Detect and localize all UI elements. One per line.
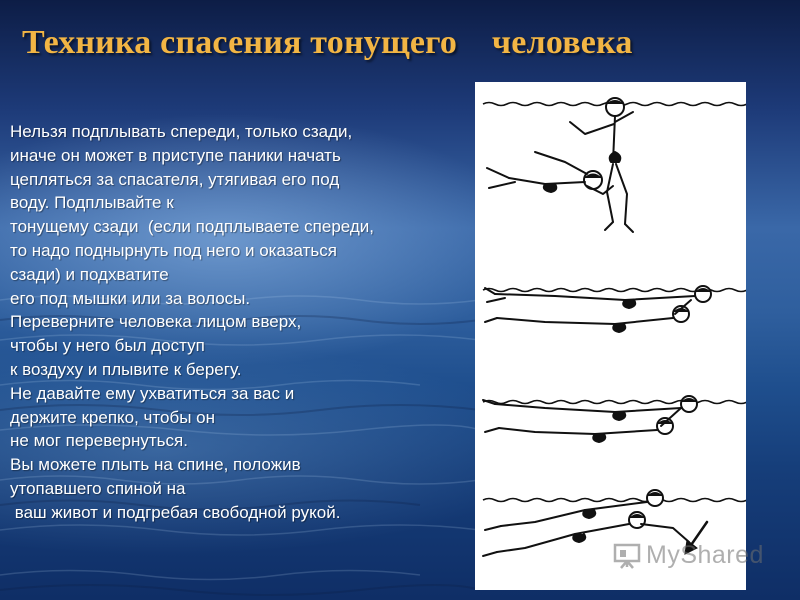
text-line: ваш живот и подгребая свободной рукой. (10, 502, 341, 522)
rescue-illustration-panel (475, 82, 746, 590)
text-line: Переверните человека лицом вверх, (10, 312, 302, 332)
text-line: Не давайте ему ухватиться за вас и (10, 383, 295, 403)
rescue-illustration (475, 82, 746, 590)
text-line: не мог перевернуться. (10, 431, 188, 451)
text-line: тонущему сзади (если подплываете спереди, (10, 217, 374, 237)
instruction-text (10, 120, 470, 525)
text-line: его под мышки или за волосы. (10, 288, 251, 308)
watermark-text: MyShared (646, 540, 764, 569)
text-line: утопавшего спиной на (10, 478, 186, 498)
text-line: держите крепко, чтобы он (10, 407, 215, 427)
myshared-watermark (612, 538, 764, 572)
scene-tow-on-back-2 (483, 396, 746, 442)
text-line: чтобы у него был доступ (10, 336, 205, 356)
text-line: к воздуху и плывите к берегу. (10, 359, 242, 379)
slide-title: Техника спасения тонущего человека (22, 24, 633, 61)
scene-approach-from-behind (483, 98, 746, 232)
text-line: воду. Подплывайте к (10, 193, 174, 213)
text-line: Нельзя подплывать спереди, только сзади, (10, 122, 353, 141)
presentation-board-icon (612, 540, 642, 570)
text-line: иначе он может в приступе паники начать (10, 145, 341, 165)
text-line: то надо поднырнуть под него и оказаться (10, 240, 337, 260)
text-line: Вы можете плыть на спине, положив (10, 455, 301, 475)
text-line: сзади) и подхватите (10, 264, 169, 284)
text-line: цепляться за спасателя, утягивая его под (10, 169, 340, 189)
scene-tow-on-back (483, 286, 746, 332)
